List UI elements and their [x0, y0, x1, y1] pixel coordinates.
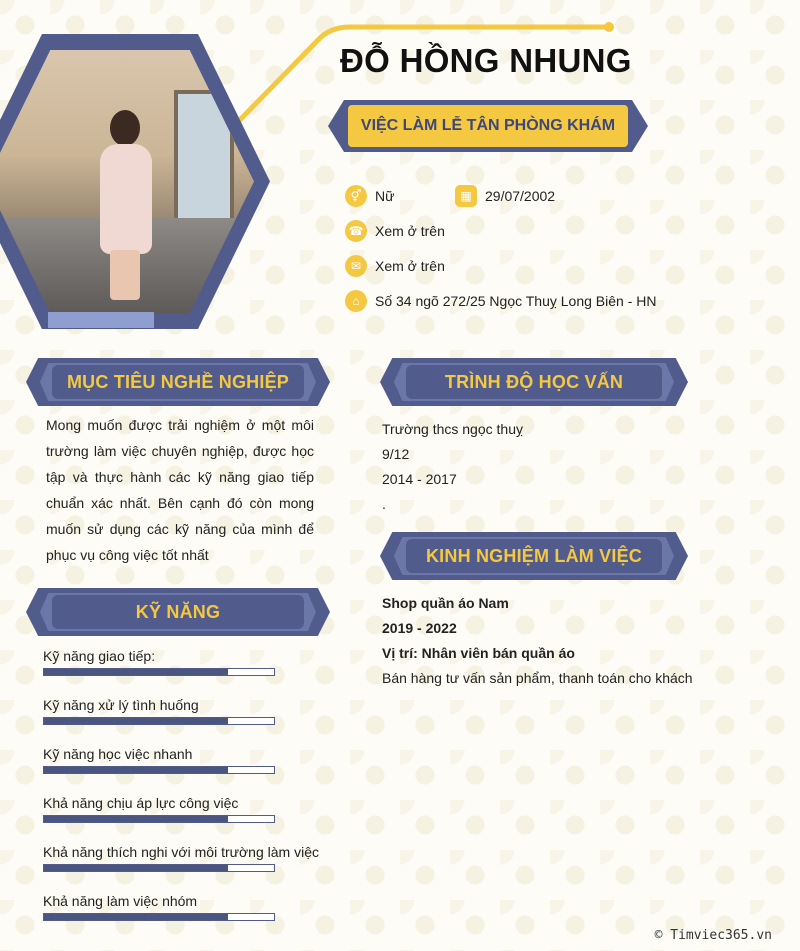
- skill-item: [43, 844, 343, 872]
- education-school: Trường thcs ngọc thuỵ: [382, 421, 523, 437]
- objective-title: MỤC TIÊU NGHỀ NGHIỆP: [66, 371, 289, 392]
- birthday-row: [455, 185, 555, 207]
- education-banner: [380, 358, 688, 406]
- phone-icon: ☎: [345, 220, 367, 242]
- skills-list: [43, 648, 343, 942]
- birthday-value: 29/07/2002: [485, 188, 556, 204]
- skill-bar: [43, 717, 275, 725]
- skill-name: Khả năng thích nghi với môi trường làm việc: [43, 844, 319, 860]
- experience-description: Bán hàng tư vấn sản phẩm, thanh toán cho khách: [382, 670, 693, 686]
- mail-icon: ✉: [345, 255, 367, 277]
- skill-name: Khả năng làm việc nhóm: [43, 893, 198, 909]
- skill-item: [43, 697, 343, 725]
- skill-item: [43, 795, 343, 823]
- experience-years: 2019 - 2022: [382, 620, 457, 636]
- gender-icon: ⚥: [345, 185, 367, 207]
- experience-details: [382, 591, 782, 691]
- address-row: [345, 290, 656, 312]
- objective-text: Mong muốn được trải nghiệm ở một môi trường làm việc chuyên nghiệp, được học tập và thực hành các kỹ năng giao tiếp chuẩn xác nhất. Bên cạnh đó còn mong muốn sử dụng các kỹ năng của mình để phục vụ công việc tốt nhất: [46, 417, 314, 563]
- job-title: VIỆC LÀM LỄ TÂN PHÒNG KHÁM: [360, 117, 616, 134]
- education-details: [382, 417, 762, 517]
- skill-item: [43, 746, 343, 774]
- skills-title: KỸ NĂNG: [135, 601, 221, 622]
- education-grade: 9/12: [382, 446, 410, 462]
- skill-item: [43, 648, 343, 676]
- candidate-name: ĐỖ HỒNG NHUNG: [340, 42, 632, 79]
- objective-banner: [26, 358, 330, 406]
- skills-banner: [26, 588, 330, 636]
- skill-bar-fill: [44, 767, 228, 773]
- skill-name: Kỹ năng học việc nhanh: [43, 746, 193, 762]
- experience-position: Vị trí: Nhân viên bán quần áo: [382, 645, 575, 661]
- skill-name: Khả năng chịu áp lực công việc: [43, 795, 239, 811]
- gender-value: Nữ: [375, 188, 395, 204]
- footer-watermark: © Timviec365.vn: [654, 928, 772, 943]
- skill-item: [43, 893, 343, 921]
- skill-bar-fill: [44, 865, 228, 871]
- skill-bar: [43, 668, 275, 676]
- skill-bar-fill: [44, 816, 228, 822]
- skill-bar-fill: [44, 669, 228, 675]
- phone-row: [345, 220, 445, 242]
- skill-name: Kỹ năng giao tiếp:: [43, 648, 156, 664]
- gender-row: [345, 185, 394, 207]
- education-note: .: [382, 496, 386, 512]
- skill-bar: [43, 766, 275, 774]
- home-icon: ⌂: [345, 290, 367, 312]
- experience-company: Shop quần áo Nam: [382, 595, 509, 611]
- photo-accent-strip: [48, 312, 154, 328]
- email-row: [345, 255, 445, 277]
- education-title: TRÌNH ĐỘ HỌC VẤN: [444, 371, 624, 392]
- skill-bar-fill: [44, 914, 228, 920]
- email-value: Xem ở trên: [375, 258, 445, 274]
- skill-name: Kỹ năng xử lý tình huống: [43, 697, 199, 713]
- skill-bar: [43, 913, 275, 921]
- education-years: 2014 - 2017: [382, 471, 457, 487]
- skill-bar: [43, 864, 275, 872]
- experience-banner: [380, 532, 688, 580]
- experience-title: KINH NGHIỆM LÀM VIỆC: [425, 545, 642, 566]
- job-title-banner: [328, 100, 648, 152]
- phone-value: Xem ở trên: [375, 223, 445, 239]
- skill-bar-fill: [44, 718, 228, 724]
- skill-bar: [43, 815, 275, 823]
- address-value: Số 34 ngõ 272/25 Ngọc Thuỵ Long Biên - HN: [375, 293, 657, 309]
- calendar-icon: ▦: [455, 185, 477, 207]
